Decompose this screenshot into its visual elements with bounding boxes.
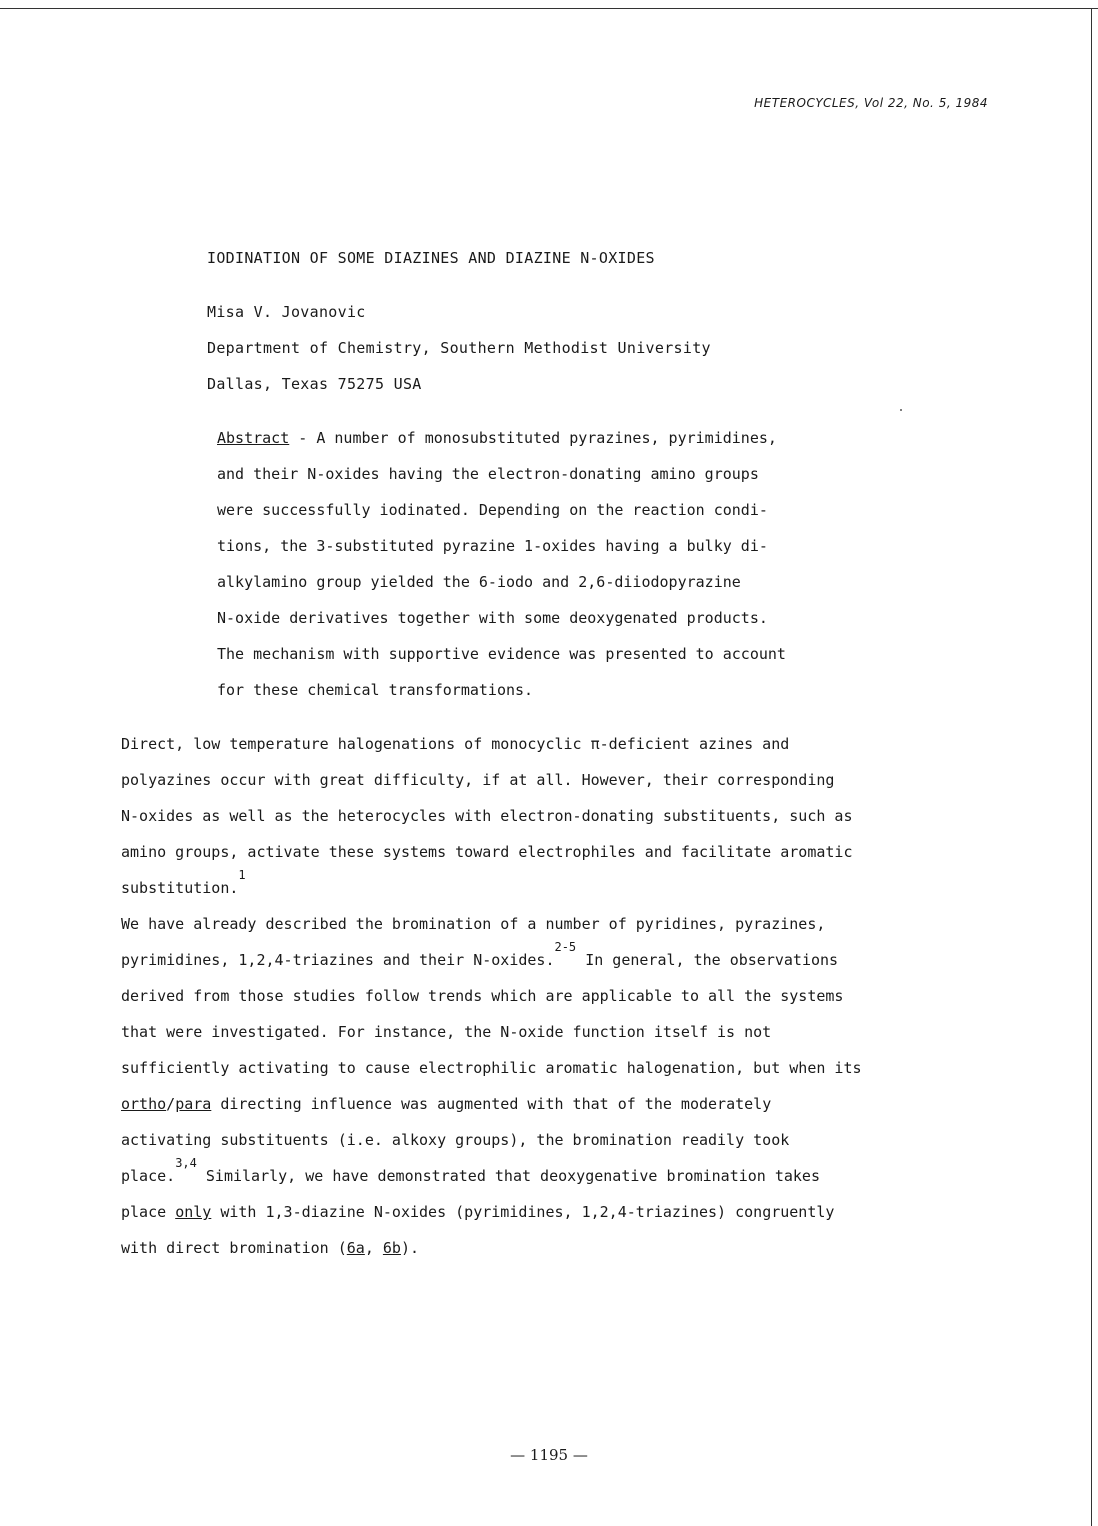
top-border-line: [0, 8, 1098, 9]
reference-superscript: 1: [238, 868, 246, 882]
author-location: Dallas, Texas 75275 USA: [207, 375, 422, 393]
body-line-text: substitution.: [121, 879, 239, 897]
body-line: activating substituents (i.e. alkoxy groups), the bromination readily took: [121, 1131, 790, 1149]
paper-title: IODINATION OF SOME DIAZINES AND DIAZINE N-OXIDES: [207, 249, 655, 267]
abstract-line: were successfully iodinated. Depending on the reaction condi-: [217, 501, 768, 519]
reference-superscript: 2-5: [554, 940, 577, 954]
author-name: Misa V. Jovanovic: [207, 303, 366, 321]
abstract-label: Abstract: [217, 429, 290, 447]
body-line-text: ,: [364, 1239, 383, 1257]
body-line-text: pyrimidines, 1,2,4-triazines and their N-oxides.: [121, 951, 555, 969]
body-line-text: with direct bromination (: [121, 1239, 347, 1257]
abstract-line-text: - A number of monosubstituted pyrazines, pyrimidines,: [289, 429, 777, 447]
body-line-text: place: [121, 1203, 176, 1221]
body-line: [121, 1156, 1021, 1203]
abstract-line: for these chemical transformations.: [217, 681, 534, 699]
journal-header: HETEROCYCLES, Vol 22, No. 5, 1984: [754, 96, 988, 110]
compound-6b: 6b: [382, 1239, 401, 1257]
body-line: polyazines occur with great difficulty, if at all. However, their corresponding: [121, 771, 835, 789]
body-line-text: ).: [400, 1239, 420, 1257]
body-line: [121, 1095, 1021, 1131]
para-term: para: [175, 1095, 212, 1113]
body-line: amino groups, activate these systems toward electrophiles and facilitate aromatic: [121, 843, 853, 861]
body-text: [121, 735, 1021, 1275]
body-line: [121, 940, 1021, 987]
ortho-term: ortho: [121, 1095, 167, 1113]
abstract-line: tions, the 3-substituted pyrazine 1-oxides having a bulky di-: [217, 537, 768, 555]
body-line-text: place.: [121, 1167, 176, 1185]
body-line-text: with 1,3-diazine N-oxides (pyrimidines, 1,2,4-triazines) congruently: [211, 1203, 835, 1221]
abstract-line: N-oxide derivatives together with some deoxygenated products.: [217, 609, 768, 627]
body-line-text: In general, the observations: [576, 951, 839, 969]
body-line: We have already described the bromination of a number of pyridines, pyrazines,: [121, 915, 826, 933]
scan-speck: [900, 409, 902, 411]
right-border-line: [1091, 8, 1092, 1526]
body-line-text: directing influence was augmented with that of the moderately: [211, 1095, 772, 1113]
compound-6a: 6a: [346, 1239, 365, 1257]
body-line-text: Similarly, we have demonstrated that deoxygenative bromination takes: [196, 1167, 820, 1185]
abstract: [217, 429, 907, 717]
body-line: N-oxides as well as the heterocycles with electron-donating substituents, such as: [121, 807, 853, 825]
reference-superscript: 3,4: [175, 1156, 197, 1170]
body-line: [121, 868, 1021, 915]
body-line: that were investigated. For instance, the N-oxide function itself is not: [121, 1023, 772, 1041]
abstract-line: [217, 429, 907, 465]
abstract-line: and their N-oxides having the electron-donating amino groups: [217, 465, 759, 483]
body-line: [121, 1203, 1021, 1239]
only-emphasis: only: [175, 1203, 212, 1221]
abstract-line: alkylamino group yielded the 6-iodo and 2,6-diiodopyrazine: [217, 573, 741, 591]
author-department: Department of Chemistry, Southern Methodist University: [207, 339, 711, 357]
body-line: derived from those studies follow trends which are applicable to all the systems: [121, 987, 844, 1005]
page-number: — 1195 —: [510, 1446, 588, 1464]
abstract-line: The mechanism with supportive evidence was presented to account: [217, 645, 786, 663]
body-line: [121, 1239, 1021, 1275]
slash: /: [166, 1095, 176, 1113]
body-line: sufficiently activating to cause electrophilic aromatic halogenation, but when its: [121, 1059, 862, 1077]
body-line: Direct, low temperature halogenations of monocyclic π-deficient azines and: [121, 735, 790, 753]
